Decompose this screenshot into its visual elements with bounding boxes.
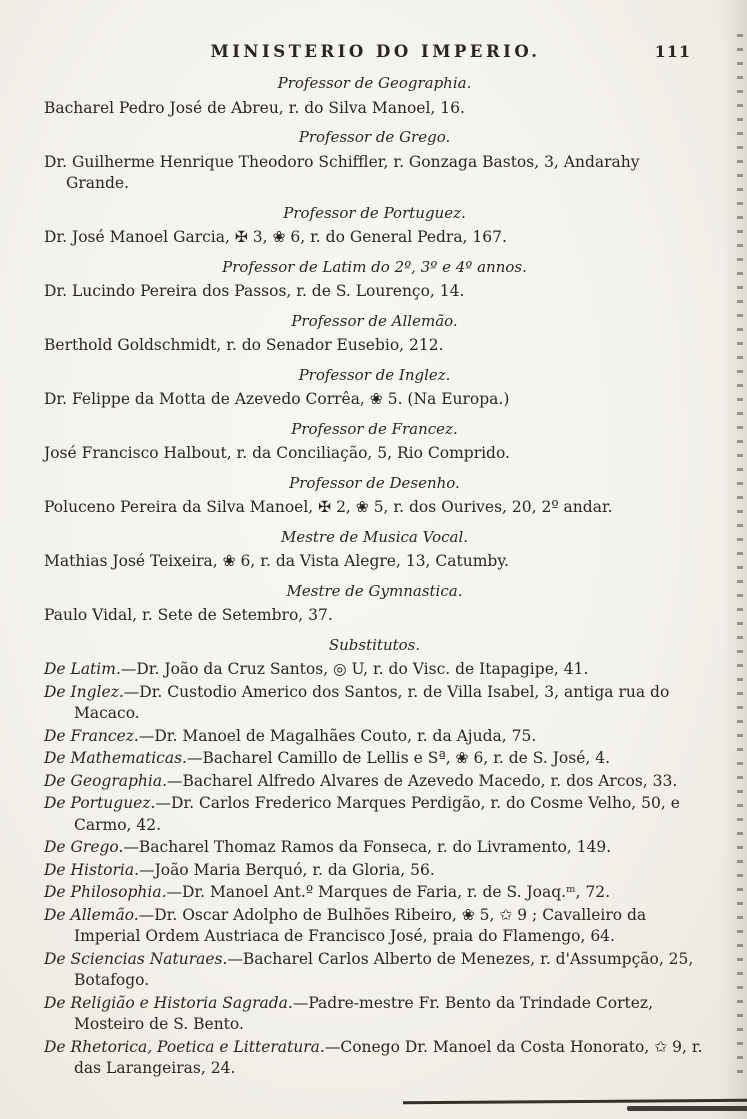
entry-subject-label: De Sciencias Naturaes. xyxy=(44,949,228,968)
directory-entry: Bacharel Pedro José de Abreu, r. do Silva Manoel, 16. xyxy=(44,98,465,117)
substitute-entry xyxy=(44,726,705,748)
entry-text: —Dr. Carlos Frederico Marques Perdigão, r. do Cosme Velho, 50, e Carmo, 42. xyxy=(74,794,680,834)
directory-entry: José Francisco Halbout, r. da Conciliação, 5, Rio Comprido. xyxy=(44,444,510,462)
section-heading: Professor de Inglez. xyxy=(298,365,451,384)
directory-entry: Dr. Lucindo Pereira dos Passos, r. de S. Lourenço, 14. xyxy=(44,282,465,300)
substitute-entry xyxy=(44,993,705,1036)
substitute-entry xyxy=(44,682,705,725)
section-heading: Mestre de Musica Vocal. xyxy=(280,527,469,546)
directory-entry: Paulo Vidal, r. Sete de Setembro, 37. xyxy=(44,606,333,624)
substitute-entry xyxy=(44,1037,705,1080)
entry-text: —Dr. Custodio Americo dos Santos, r. de Villa Isabel, 3, antiga rua do Macaco. xyxy=(74,682,670,722)
section-heading: Professor de Francez. xyxy=(291,419,458,438)
scan-artifact-smudge xyxy=(627,1106,747,1111)
entry-subject-label: De Rhetorica, Poetica e Litteratura. xyxy=(44,1037,325,1056)
entry-subject-label: De Philosophia. xyxy=(44,883,167,901)
entry-text: —Bacharel Alfredo Alvares de Azevedo Macedo, r. dos Arcos, 33. xyxy=(167,771,678,790)
directory-content xyxy=(0,61,747,1080)
directory-entry: Dr. José Manoel Garcia, ✠ 3, ❀ 6, r. do General Pedra, 167. xyxy=(44,228,507,246)
page-header xyxy=(0,0,747,61)
entry-subject-label: De Inglez. xyxy=(44,682,124,701)
directory-entry: Mathias José Teixeira, ❀ 6, r. da Vista Alegre, 13, Catumby. xyxy=(44,552,509,570)
section-heading: Professor de Latim do 2º, 3º e 4º annos. xyxy=(222,257,527,276)
entry-text: —Dr. Oscar Adolpho de Bulhões Ribeiro, ❀ 5, ✩ 9 ; Cavalleiro da Imperial Ordem Austriaca de Francisco José, praia do Flamengo, 64. xyxy=(74,905,647,945)
entry-text: —Conego Dr. Manoel da Costa Honorato, ✩ 9, r. das Larangeiras, 24. xyxy=(74,1037,703,1077)
substitute-entry xyxy=(44,771,705,793)
entry-text: —Padre-mestre Fr. Bento da Trindade Cortez, Mosteiro de S. Bento. xyxy=(74,993,653,1033)
directory-entry: Dr. Guilherme Henrique Theodoro Schiffler, r. Gonzaga Bastos, 3, Andarahy Grande. xyxy=(44,152,640,192)
directory-entry: Poluceno Pereira da Silva Manoel, ✠ 2, ❀ 5, r. dos Ourives, 20, 2º andar. xyxy=(44,498,613,516)
entry-text: —Dr. Manoel Ant.º Marques de Faria, r. de S. Joaq.ᵐ, 72. xyxy=(166,883,611,901)
substitute-entry xyxy=(44,905,705,948)
scan-artifact-line xyxy=(403,1099,747,1104)
entry-text: —Bacharel Camillo de Lellis e Sª, ❀ 6, r. de S. José, 4. xyxy=(186,749,611,767)
entry-subject-label: De Francez. xyxy=(44,726,139,745)
substitute-entry xyxy=(44,949,705,992)
entry-subject-label: De Allemão. xyxy=(44,905,139,924)
entry-text: —Bacharel Thomaz Ramos da Fonseca, r. do Livramento, 149. xyxy=(123,838,612,856)
section-heading: Professor de Grego. xyxy=(298,128,451,146)
substitute-entry xyxy=(44,837,705,859)
substitute-entry xyxy=(44,793,705,836)
entry-subject-label: De Grego. xyxy=(44,838,124,856)
entry-text: —João Maria Berquó, r. da Gloria, 56. xyxy=(139,860,435,879)
substitute-entry xyxy=(44,882,705,904)
entry-text: —Bacharel Carlos Alberto de Menezes, r. d'Assumpção, 25, Botafogo. xyxy=(74,949,694,989)
entry-text: —Dr. Manoel de Magalhães Couto, r. da Ajuda, 75. xyxy=(138,726,537,745)
section-heading: Professor de Portuguez. xyxy=(283,203,466,222)
page-header-title: MINISTERIO DO IMPERIO. xyxy=(210,42,541,61)
entry-subject-label: De Portuguez. xyxy=(44,794,156,812)
entry-text: —Dr. João da Cruz Santos, ◎ U, r. do Visc. de Itapagipe, 41. xyxy=(120,660,589,678)
section-heading: Professor de Allemão. xyxy=(291,311,458,330)
section-heading: Mestre de Gymnastica. xyxy=(286,581,463,600)
substitute-entry xyxy=(44,659,705,681)
substitute-entry xyxy=(44,748,705,770)
substitute-entry xyxy=(44,860,705,882)
entry-subject-label: De Mathematicas. xyxy=(44,749,187,767)
section-heading: Substitutos. xyxy=(328,635,421,654)
directory-entry: Berthold Goldschmidt, r. do Senador Eusebio, 212. xyxy=(44,336,444,354)
section-heading: Professor de Geographia. xyxy=(277,74,472,92)
page-number: 111 xyxy=(654,42,691,61)
entry-subject-label: De Latim. xyxy=(44,660,121,678)
entry-subject-label: De Historia. xyxy=(44,860,140,879)
directory-entry: Dr. Felippe da Motta de Azevedo Corrêa, ❀ 5. (Na Europa.) xyxy=(44,390,510,408)
entry-subject-label: De Geographia. xyxy=(44,771,168,790)
section-heading: Professor de Desenho. xyxy=(289,473,460,492)
entry-subject-label: De Religião e Historia Sagrada. xyxy=(44,993,293,1012)
